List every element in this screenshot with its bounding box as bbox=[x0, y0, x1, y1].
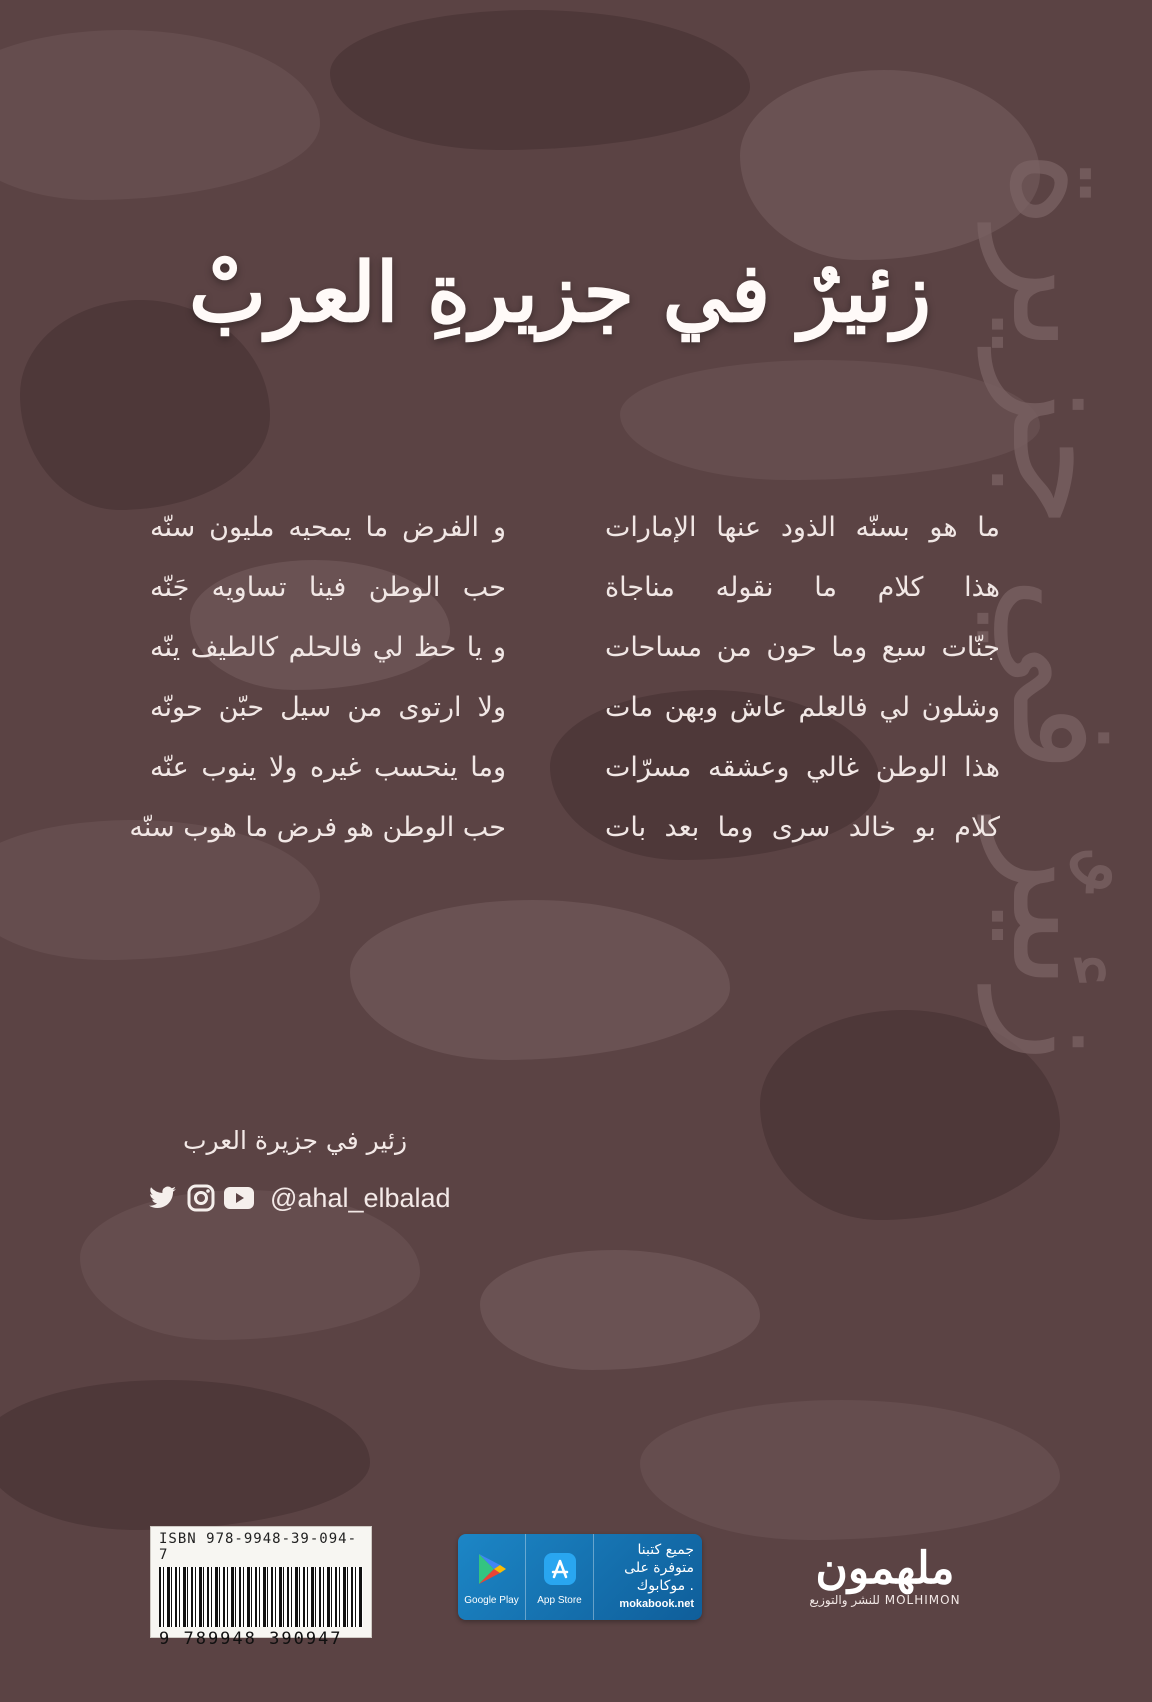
badge-line-1: جميع كتبنا bbox=[637, 1542, 694, 1558]
social-links bbox=[148, 1178, 451, 1218]
youtube-icon[interactable] bbox=[224, 1183, 254, 1213]
badge-text bbox=[594, 1534, 702, 1620]
google-play-icon bbox=[472, 1549, 512, 1589]
social-handle[interactable]: @ahal_elbalad bbox=[270, 1182, 451, 1213]
footer-book-title: زئير في جزيرة العرب bbox=[182, 1126, 408, 1155]
verse-line: هذا كلام ما نقوله مناجاة bbox=[605, 572, 1000, 603]
publisher-logo bbox=[775, 1545, 995, 1607]
badge-line-2: متوفرة على bbox=[624, 1560, 694, 1576]
verse-line: ما هو بسنّه الذود عنها الإمارات bbox=[605, 512, 1000, 543]
app-store[interactable] bbox=[526, 1534, 594, 1620]
verse-line: وما ينحسب غيره ولا ينوب عنّه bbox=[150, 752, 506, 783]
poem-right-column bbox=[605, 498, 1000, 858]
verse-line: جنّات سبع وما حون من مساحات bbox=[605, 632, 1000, 663]
verse-line: حب الوطن هو فرض ما هوب سنّه bbox=[129, 812, 506, 843]
side-calligraphy-decoration: زئيرٌ في جزيرة bbox=[978, 150, 1152, 1063]
mokabook-app-badge[interactable] bbox=[458, 1534, 702, 1620]
book-title: زئيرٌ في جزيرةِ العربْ bbox=[188, 245, 932, 341]
twitter-icon[interactable] bbox=[148, 1183, 178, 1213]
verse-line: ولا ارتوى من سيل حبّن حونّه bbox=[150, 692, 506, 723]
isbn-barcode bbox=[150, 1526, 372, 1649]
verse-line: كلام بو خالد سرى وما بعد بات bbox=[605, 812, 1000, 843]
verse-line: حب الوطن فينا تساويه جَنّه bbox=[150, 572, 506, 603]
verse-line: وشلون لي فالعلم عاش وبهن مات bbox=[605, 692, 1000, 723]
isbn-number: ISBN 978-9948-39-094-7 bbox=[159, 1531, 358, 1563]
verse-line: هذا الوطن غالي وعشقه مسرّات bbox=[605, 752, 1000, 783]
poem-left-column bbox=[129, 498, 506, 858]
app-store-icon bbox=[540, 1549, 580, 1589]
google-play-store[interactable] bbox=[458, 1534, 526, 1620]
app-store-label: App Store bbox=[537, 1594, 582, 1606]
publisher-name: ملهمون bbox=[815, 1543, 955, 1594]
verse-line: و الفرض ما يمحيه مليون سنّه bbox=[150, 512, 506, 543]
badge-url[interactable]: mokabook.net bbox=[619, 1598, 694, 1610]
badge-line-3: . موكابوك bbox=[636, 1578, 694, 1594]
verse-line: و يا حظ لي فالحلم كالطيف ينّه bbox=[150, 632, 506, 663]
google-play-label: Google Play bbox=[464, 1594, 519, 1606]
barcode-bars bbox=[159, 1567, 363, 1627]
instagram-icon[interactable] bbox=[186, 1183, 216, 1213]
barcode-digits: 9 789948 390947 bbox=[159, 1629, 343, 1649]
publisher-subtitle: MOLHIMON للنشر والتوزيع bbox=[809, 1593, 961, 1607]
